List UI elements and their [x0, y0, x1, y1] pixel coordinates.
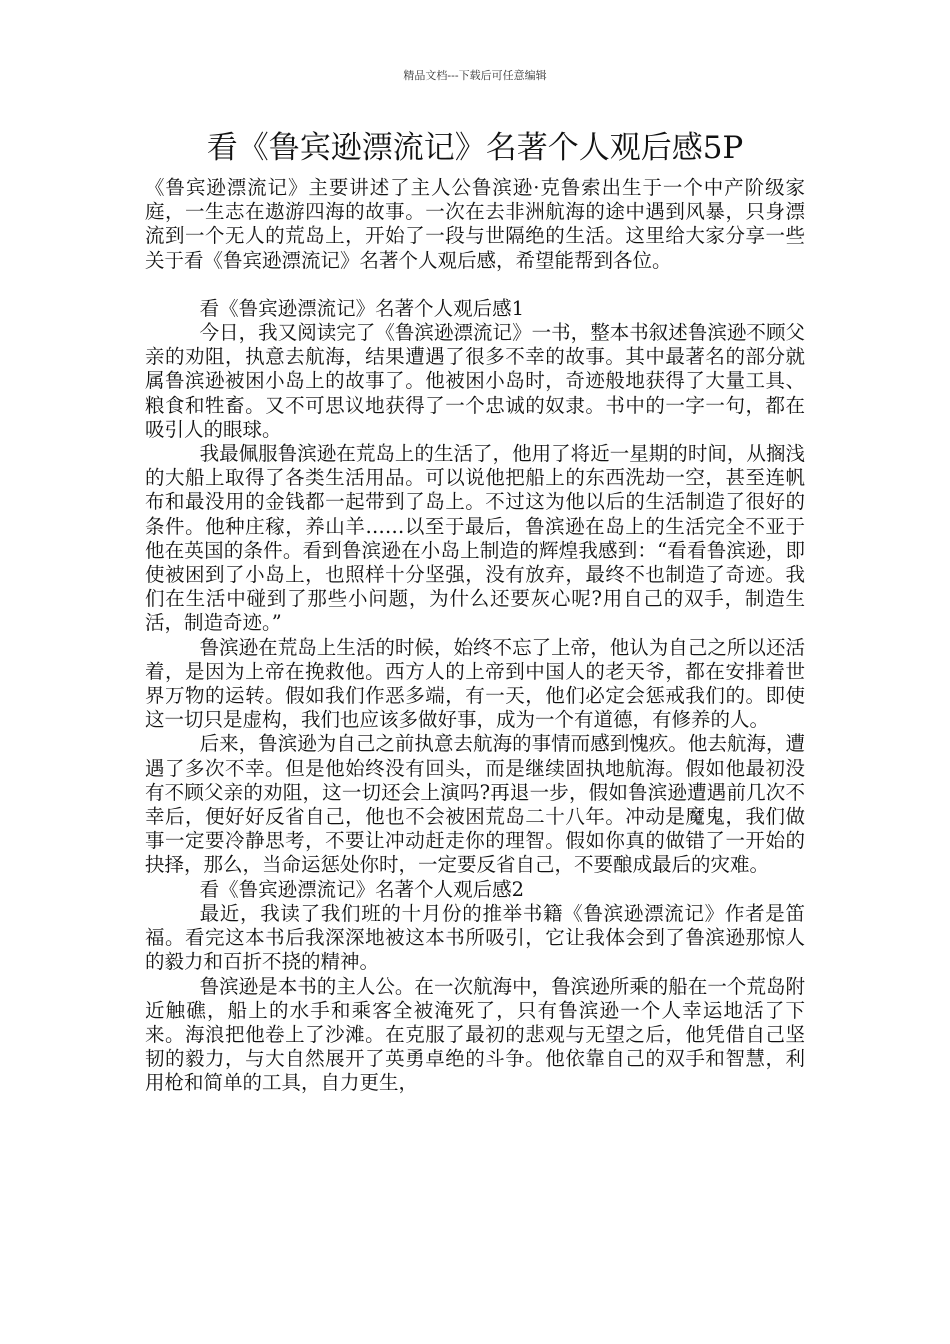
section2-paragraph: 鲁滨逊是本书的主人公。在一次航海中，鲁滨逊所乘的船在一个荒岛附近触礁，船上的水手和乘客全被淹死了，只有鲁滨逊一个人幸运地活了下来。海浪把他卷上了沙滩。在克服了最初的悲观与无望之后，他凭借自己坚韧的毅力，与大自然展开了英勇卓绝的斗争。他依靠自己的双手和智慧，利用枪和简单的工具，自力更生，	[145, 974, 805, 1095]
paragraph-gap	[145, 273, 805, 297]
section-heading-2: 看《鲁宾逊漂流记》名著个人观后感2	[199, 877, 525, 901]
section2-paragraph: 最近，我读了我们班的十月份的推举书籍《鲁滨逊漂流记》作者是笛福。看完这本书后我深深地被这本书所吸引，它让我体会到了鲁滨逊那惊人的毅力和百折不挠的精神。	[145, 901, 805, 974]
section1-paragraph: 今日，我又阅读完了《鲁滨逊漂流记》一书，整本书叙述鲁滨逊不顾父亲的劝阻，执意去航海，结果遭遇了很多不幸的故事。其中最著名的部分就属鲁滨逊被困小岛上的故事了。他被困小岛时，奇迹般地获得了大量工具、粮食和牲畜。又不可思议地获得了一个忠诚的奴隶。书中的一字一句，都在吸引人的眼球。	[145, 321, 805, 441]
section1-paragraph: 鲁滨逊在荒岛上生活的时候，始终不忘了上帝，他认为自己之所以还活着，是因为上帝在挽救他。西方人的上帝到中国人的老天爷，都在安排着世界万物的运转。假如我们作恶多端，有一天，他们必定会惩戒我们的。即使这一切只是虚构，我们也应该多做好事，成为一个有道德，有修养的人。	[145, 635, 805, 732]
document-title: 看《鲁宾逊漂流记》名著个人观后感5P	[206, 130, 744, 166]
intro-paragraph: 《鲁宾逊漂流记》主要讲述了主人公鲁滨逊·克鲁索出生于一个中产阶级家庭，一生志在遨游四海的故事。一次在去非洲航海的途中遇到风暴，只身漂流到一个无人的荒岛上，开始了一段与世隔绝的生活。这里给大家分享一些关于看《鲁宾逊漂流记》名著个人观后感，希望能帮到各位。	[145, 176, 805, 272]
section-heading-1: 看《鲁宾逊漂流记》名著个人观后感1	[199, 296, 525, 320]
page-header: 精品文档---下载后可任意编辑	[403, 69, 547, 82]
section1-paragraph: 后来，鲁滨逊为自己之前执意去航海的事情而感到愧疚。他去航海，遭遇了多次不幸。但是他始终没有回头，而是继续固执地航海。假如他最初没有不顾父亲的劝阻，这一切还会上演吗?再退一步，假如鲁滨逊遭遇前几次不幸后，便好好反省自己，他也不会被困荒岛二十八年。冲动是魔鬼，我们做事一定要冷静思考，不要让冲动赶走你的理智。假如你真的做错了一开始的抉择，那么，当命运惩处你时，一定要反省自己，不要酿成最后的灾难。	[145, 732, 805, 877]
document-body	[145, 176, 805, 1096]
section1-paragraph: 我最佩服鲁滨逊在荒岛上的生活了，他用了将近一星期的时间，从搁浅的大船上取得了各类生活用品。可以说他把船上的东西洗劫一空，甚至连帆布和最没用的金钱都一起带到了岛上。不过这为他以后的生活制造了很好的条件。他种庄稼，养山羊……以至于最后，鲁滨逊在岛上的生活完全不亚于他在英国的条件。看到鲁滨逊在小岛上制造的辉煌我感到：“看看鲁滨逊，即使被困到了小岛上，也照样十分坚强，没有放弃，最终不也制造了奇迹。我们在生活中碰到了那些小问题，为什么还要灰心呢?用自己的双手，制造生活，制造奇迹。”	[145, 442, 805, 635]
